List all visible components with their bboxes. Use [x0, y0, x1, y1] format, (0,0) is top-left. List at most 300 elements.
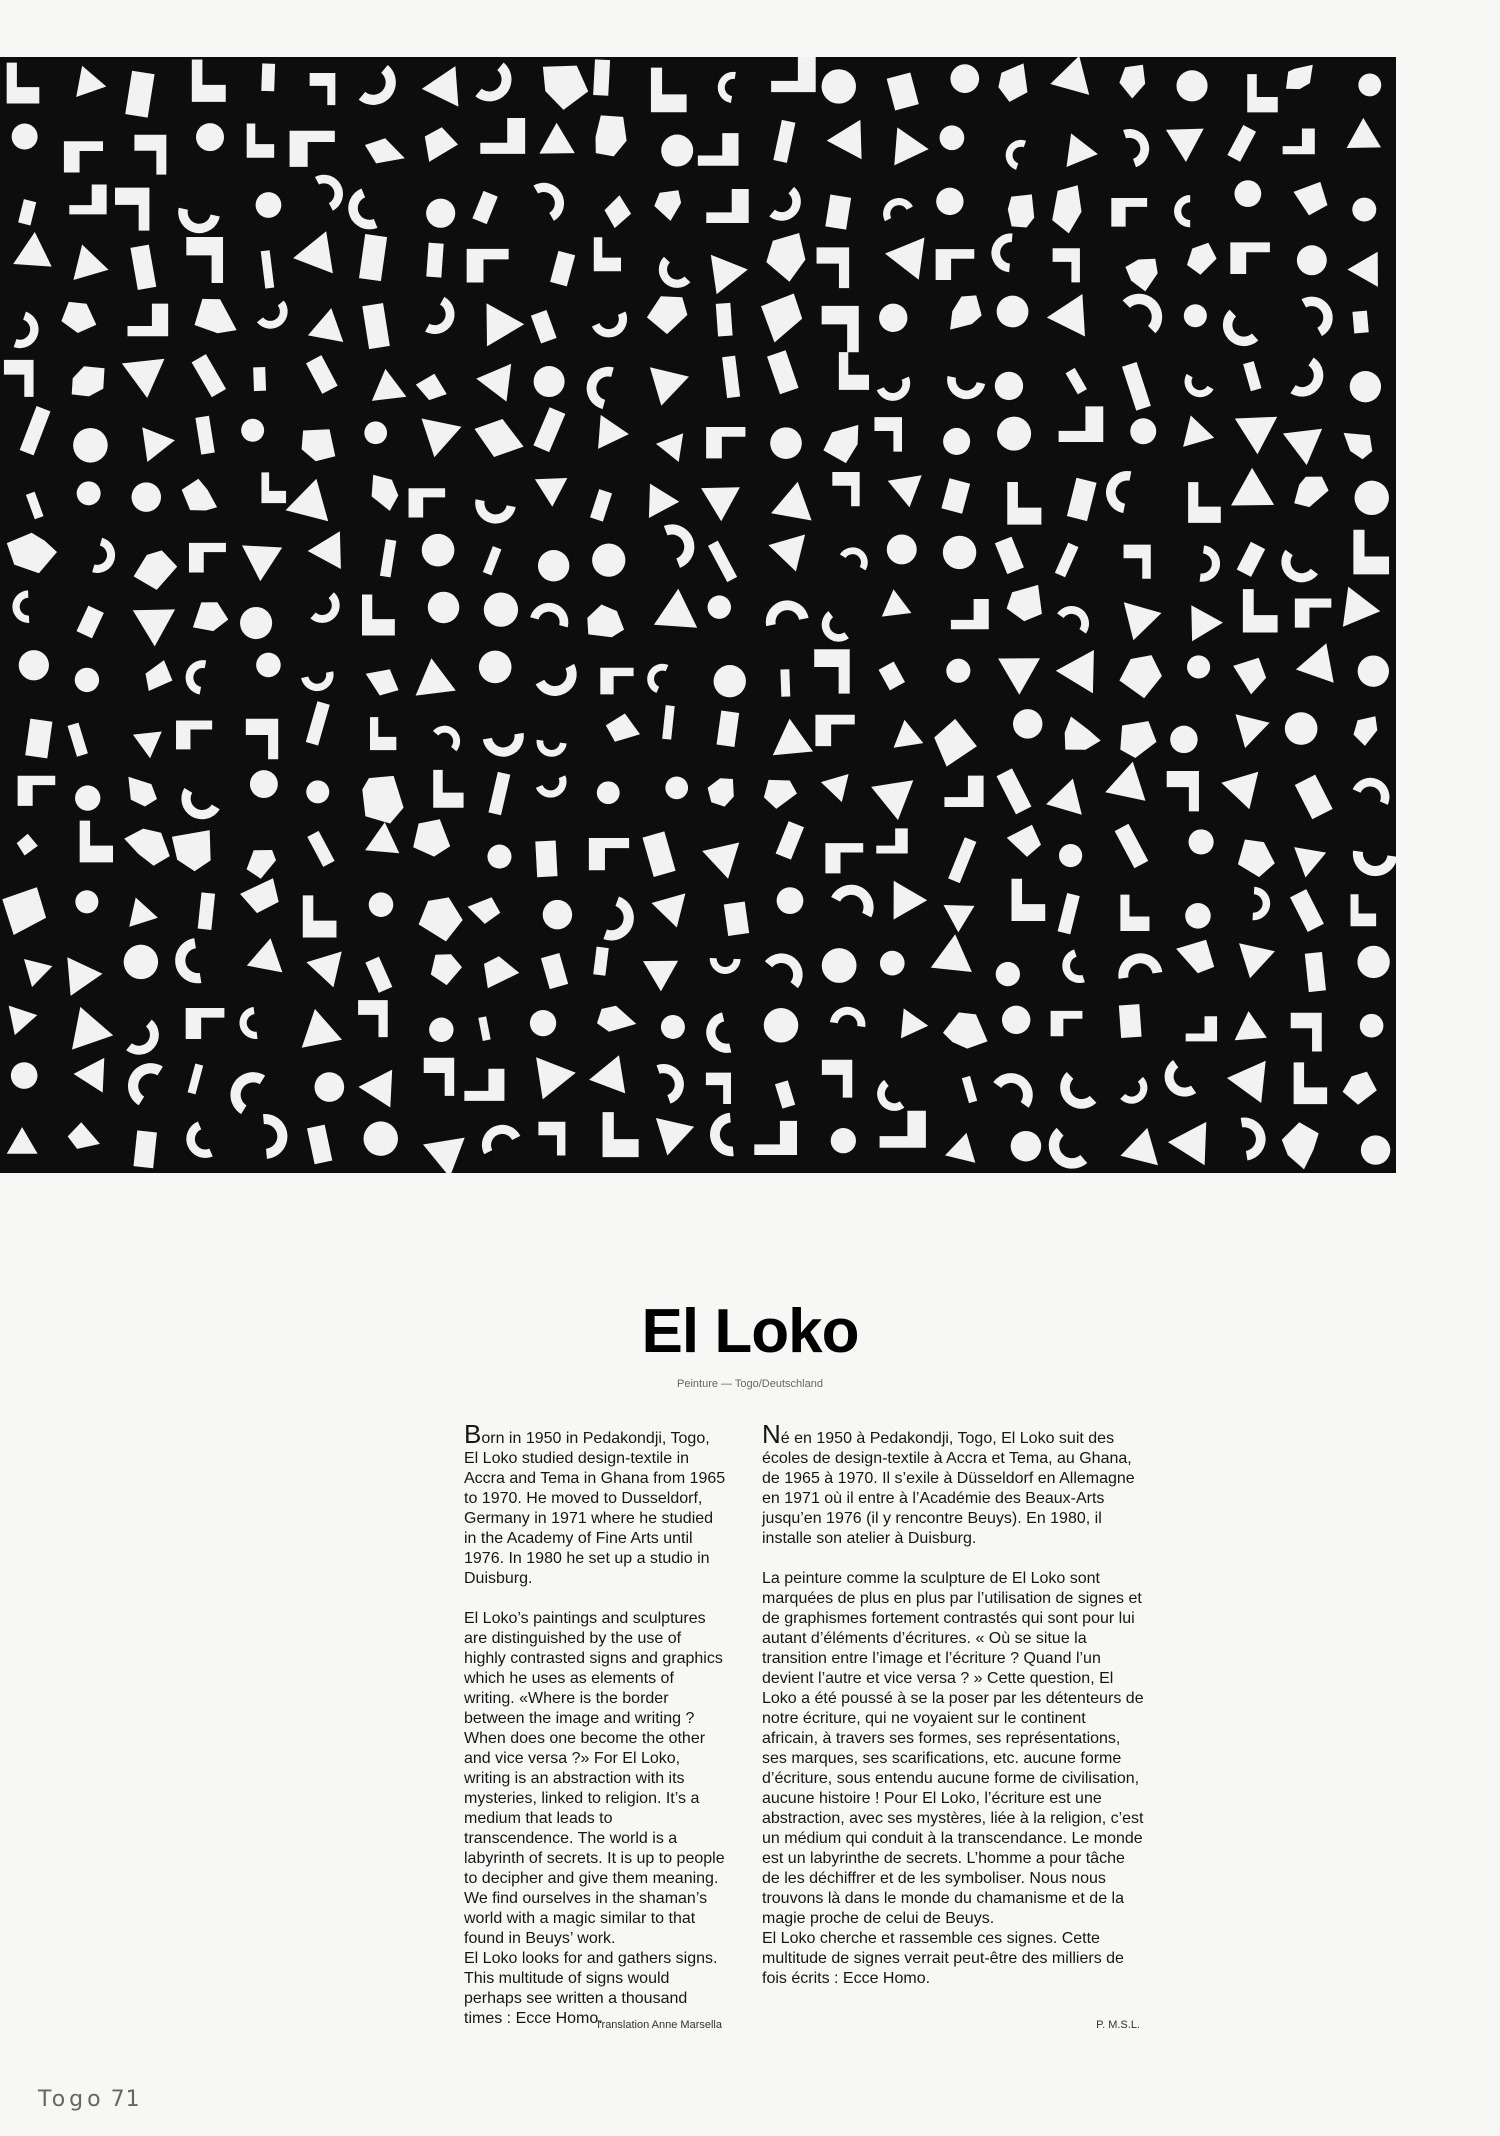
sign-glyph — [193, 602, 228, 631]
sign-glyph — [830, 1004, 868, 1027]
sign-glyph — [247, 123, 274, 157]
sign-glyph — [1360, 1014, 1384, 1038]
sign-glyph — [1167, 771, 1199, 811]
sign-glyph — [651, 257, 690, 296]
sign-glyph — [771, 57, 816, 92]
footer-section: Togo — [38, 2087, 105, 2112]
sign-glyph — [424, 1058, 454, 1096]
sign-glyph — [878, 192, 913, 221]
sign-glyph — [362, 303, 390, 349]
sign-glyph — [359, 234, 387, 281]
sign-glyph — [1105, 762, 1145, 801]
sign-glyph — [315, 168, 350, 211]
sign-glyph — [302, 1009, 342, 1048]
sign-glyph — [997, 296, 1029, 328]
sign-glyph — [74, 1058, 105, 1093]
sign-glyph — [656, 1118, 694, 1156]
sign-glyph — [222, 1064, 265, 1114]
sign-glyph — [600, 668, 633, 695]
sign-glyph — [1183, 415, 1214, 447]
sign-glyph — [370, 717, 396, 750]
sign-glyph — [722, 356, 740, 398]
sign-glyph — [256, 192, 282, 218]
sign-glyph — [717, 710, 740, 747]
sign-glyph — [1301, 289, 1340, 336]
sign-glyph — [1227, 125, 1256, 162]
sign-glyph — [134, 135, 166, 175]
sign-glyph — [885, 238, 925, 280]
sign-glyph — [307, 831, 334, 867]
sign-glyph — [597, 1006, 636, 1032]
sign-glyph — [479, 651, 512, 684]
sign-glyph — [706, 1073, 731, 1104]
sign-glyph — [590, 489, 612, 521]
sign-glyph — [24, 959, 52, 987]
sign-glyph — [708, 1113, 733, 1158]
sign-glyph — [1051, 1011, 1083, 1036]
sign-glyph — [422, 534, 455, 567]
sign-glyph — [894, 127, 928, 165]
sign-glyph — [943, 536, 976, 569]
sign-glyph — [1184, 304, 1207, 327]
sign-glyph — [603, 1112, 639, 1157]
french-paragraph-3: El Loko cherche et rassemble ces signes. Cette multitude de signes verrait peut-être des milliers de fois écrits : Ecce Homo. — [762, 1930, 1124, 1987]
sign-glyph — [68, 723, 88, 757]
sign-glyph — [701, 487, 740, 521]
sign-glyph — [664, 518, 701, 568]
sign-glyph — [539, 123, 574, 154]
sign-glyph — [715, 70, 735, 103]
sign-glyph — [256, 653, 281, 678]
sign-glyph — [593, 947, 609, 976]
sign-glyph — [1168, 1122, 1206, 1165]
sign-glyph — [293, 231, 333, 273]
sign-glyph — [1361, 1135, 1390, 1164]
sign-glyph — [128, 777, 157, 807]
sign-glyph — [186, 1008, 225, 1039]
sign-glyph — [413, 819, 450, 856]
sign-glyph — [189, 543, 226, 573]
sign-glyph — [1233, 658, 1266, 695]
sign-glyph — [661, 135, 693, 167]
sign-glyph — [1234, 180, 1261, 207]
sign-glyph — [77, 481, 101, 505]
sign-glyph — [372, 475, 399, 511]
sign-glyph — [1011, 879, 1045, 921]
sign-glyph — [531, 310, 557, 344]
sign-glyph — [1176, 940, 1214, 974]
sign-glyph — [1120, 1128, 1158, 1165]
sign-glyph — [369, 892, 394, 917]
sign-glyph — [946, 659, 970, 683]
sign-glyph — [362, 776, 403, 824]
sign-glyph — [1007, 825, 1041, 857]
sign-glyph — [92, 538, 119, 578]
sign-glyph — [286, 479, 329, 522]
sign-glyph — [146, 660, 173, 691]
sign-glyph — [119, 1055, 162, 1106]
sign-glyph — [1056, 650, 1094, 693]
sign-glyph — [428, 592, 459, 623]
sign-glyph — [487, 845, 511, 869]
sign-glyph — [582, 362, 614, 409]
sign-glyph — [1294, 182, 1328, 216]
sign-glyph — [944, 905, 975, 932]
sign-glyph — [1295, 775, 1333, 820]
sign-glyph — [1065, 717, 1101, 750]
sign-glyph — [1120, 721, 1156, 758]
sign-glyph — [172, 830, 211, 871]
sign-glyph — [257, 301, 295, 336]
sign-glyph — [877, 377, 916, 407]
sign-glyph — [716, 303, 733, 337]
sign-glyph — [366, 669, 399, 695]
english-initial: B — [464, 1419, 482, 1449]
sign-glyph — [380, 539, 396, 577]
sign-glyph — [603, 896, 640, 946]
sign-glyph — [72, 366, 105, 396]
sign-glyph — [825, 843, 863, 873]
sign-glyph — [764, 1008, 798, 1042]
sign-glyph — [871, 780, 913, 820]
sign-glyph — [290, 131, 335, 167]
sign-glyph — [1221, 772, 1258, 810]
sign-glyph — [592, 544, 625, 577]
sign-glyph — [472, 499, 516, 527]
sign-glyph — [822, 1060, 852, 1098]
article-title: El Loko — [641, 1297, 859, 1366]
sign-glyph — [832, 472, 859, 506]
sign-glyph — [1120, 895, 1149, 931]
sign-glyph — [589, 1055, 625, 1093]
sign-glyph — [1187, 655, 1210, 678]
sign-glyph — [342, 188, 378, 235]
sign-glyph — [129, 898, 158, 927]
sign-glyph — [64, 141, 103, 172]
sign-glyph — [993, 1064, 1041, 1107]
artwork-canvas — [0, 57, 1396, 1173]
sign-glyph — [364, 1121, 398, 1155]
sign-glyph — [246, 719, 278, 759]
sign-glyph — [1227, 1061, 1266, 1103]
sign-glyph — [709, 958, 740, 974]
sign-glyph — [1120, 1077, 1154, 1110]
sign-glyph — [126, 1020, 167, 1063]
sign-glyph — [1282, 1122, 1319, 1169]
french-initial: N — [762, 1419, 781, 1449]
sign-glyph — [647, 296, 688, 334]
sign-glyph — [1283, 128, 1315, 154]
sign-glyph — [247, 938, 283, 972]
sign-glyph — [77, 606, 104, 639]
english-paragraph-2: El Loko’s paintings and sculptures are distinguished by the use of highly contrasted signs and graphics which he uses as elements of writing. «Where is the border between the image and writing ? When does one become the other and vice versa ?» For El Loko, writing is an abstraction with its mysteries, linked to religion. It’s a medium that leads to transcendence. The world is a labyrinth of secrets. It is up to people to decipher and give them meaning. We find ourselves in the shaman’s world with a magic similar to that found in Beuys’ work. — [464, 1610, 725, 1947]
sign-glyph — [1067, 478, 1097, 521]
sign-glyph — [475, 419, 524, 457]
sign-glyph — [769, 187, 808, 229]
sign-glyph — [825, 195, 851, 230]
sign-glyph — [605, 195, 632, 228]
sign-glyph — [761, 294, 802, 343]
sign-glyph — [1273, 550, 1318, 591]
sign-glyph — [888, 475, 922, 507]
sign-glyph — [1295, 598, 1331, 627]
sign-glyph — [821, 774, 849, 802]
sign-glyph — [665, 776, 688, 799]
sign-glyph — [1186, 1016, 1217, 1041]
sign-glyph — [997, 768, 1032, 814]
sign-glyph — [133, 609, 175, 646]
sign-glyph — [358, 1000, 388, 1037]
sign-glyph — [142, 427, 175, 462]
sign-glyph — [1297, 245, 1327, 275]
sign-glyph — [1055, 543, 1079, 578]
sign-glyph — [1241, 1114, 1269, 1160]
sign-glyph — [416, 374, 447, 400]
sign-glyph — [995, 372, 1023, 400]
sign-glyph — [247, 850, 276, 879]
sign-glyph — [1347, 118, 1381, 148]
sign-glyph — [948, 837, 976, 883]
sign-glyph — [1115, 824, 1149, 868]
sign-glyph — [656, 433, 683, 462]
sign-glyph — [1296, 643, 1334, 682]
sign-glyph — [1239, 943, 1275, 978]
sign-glyph — [1352, 198, 1376, 222]
sign-glyph — [1051, 1072, 1096, 1118]
sign-glyph — [115, 188, 149, 231]
sign-glyph — [1067, 133, 1098, 167]
sign-glyph — [592, 312, 633, 344]
sign-glyph — [777, 887, 804, 914]
sign-glyph — [876, 828, 907, 853]
article-subtitle: Peinture — Togo/Deutschland — [677, 1378, 823, 1390]
sign-glyph — [174, 788, 220, 827]
sign-glyph — [303, 895, 337, 937]
sign-glyph — [543, 66, 588, 110]
sign-glyph — [61, 302, 96, 333]
sign-glyph — [535, 478, 567, 507]
sign-glyph — [1231, 468, 1274, 506]
sign-glyph — [7, 533, 57, 574]
sign-glyph — [1185, 903, 1211, 929]
sign-glyph — [1170, 726, 1197, 753]
sign-glyph — [1291, 1013, 1322, 1052]
sign-glyph — [822, 69, 856, 103]
sign-glyph — [1124, 602, 1162, 640]
sign-glyph — [815, 611, 849, 648]
sign-glyph — [122, 359, 165, 398]
sign-glyph — [879, 662, 905, 691]
sign-glyph — [182, 479, 217, 511]
sign-glyph — [887, 72, 919, 110]
sign-glyph — [478, 1016, 490, 1041]
sign-glyph — [1050, 57, 1089, 95]
sign-glyph — [134, 550, 178, 590]
sign-glyph — [73, 245, 108, 281]
sign-glyph — [762, 597, 809, 626]
sign-glyph — [940, 125, 965, 150]
sign-glyph — [945, 1133, 975, 1163]
sign-glyph — [426, 243, 443, 278]
sign-glyph — [127, 304, 168, 337]
sign-glyph — [593, 59, 610, 95]
sign-glyph — [1344, 433, 1373, 459]
sign-glyph — [183, 657, 207, 694]
sign-glyph — [765, 945, 812, 988]
sign-glyph — [768, 535, 805, 572]
sign-glyph — [764, 780, 797, 809]
sign-glyph — [1351, 894, 1377, 926]
sign-glyph — [172, 938, 202, 986]
sign-glyph — [73, 428, 108, 463]
sign-glyph — [1243, 589, 1278, 632]
sign-glyph — [708, 778, 734, 806]
sign-glyph — [1046, 779, 1082, 815]
sign-glyph — [409, 488, 446, 517]
sign-glyph — [429, 1018, 453, 1042]
sign-glyph — [1011, 1131, 1042, 1162]
sign-glyph — [840, 542, 874, 571]
sign-glyph — [936, 188, 963, 215]
sign-glyph — [242, 545, 282, 581]
sign-glyph — [1350, 851, 1396, 879]
sign-glyph — [186, 237, 223, 283]
sign-glyph — [433, 770, 463, 808]
page-footer — [38, 2087, 141, 2112]
sign-glyph — [425, 297, 462, 341]
sign-glyph — [365, 822, 399, 853]
sign-glyph — [75, 668, 99, 692]
sign-glyph — [874, 417, 902, 451]
sign-glyph — [597, 781, 620, 804]
sign-glyph — [307, 1125, 332, 1165]
sign-glyph — [472, 191, 497, 224]
sign-glyph — [724, 902, 749, 936]
sign-glyph — [1002, 1006, 1030, 1034]
sign-glyph — [594, 237, 621, 271]
sign-glyph — [19, 650, 49, 680]
sign-glyph — [533, 407, 565, 452]
sign-glyph — [657, 1058, 690, 1103]
sign-glyph — [18, 776, 56, 806]
sign-glyph — [1130, 418, 1156, 444]
sign-glyph — [488, 772, 510, 815]
sign-glyph — [1352, 311, 1368, 334]
sign-glyph — [1166, 129, 1204, 162]
sign-glyph — [882, 589, 912, 616]
sign-glyph — [887, 534, 917, 564]
sign-glyph — [706, 189, 748, 223]
sign-glyph — [1350, 371, 1381, 402]
sign-glyph — [1057, 599, 1096, 634]
sign-glyph — [315, 1072, 345, 1102]
sign-glyph — [422, 419, 462, 458]
sign-glyph — [18, 199, 36, 225]
sign-glyph — [1357, 946, 1389, 978]
sign-glyph — [174, 208, 220, 237]
english-paragraph-1 — [464, 1419, 726, 1589]
sign-glyph — [1343, 1072, 1377, 1105]
sign-glyph — [643, 961, 678, 992]
sign-glyph — [67, 957, 102, 996]
sign-glyph — [534, 366, 565, 397]
sign-glyph — [1047, 294, 1085, 337]
sign-glyph — [587, 605, 624, 638]
sign-glyph — [75, 785, 100, 810]
sign-glyph — [302, 429, 336, 461]
sign-glyph — [483, 546, 502, 575]
sign-glyph — [1285, 712, 1318, 745]
sign-glyph — [822, 948, 857, 983]
sign-glyph — [1007, 482, 1041, 525]
sign-glyph — [9, 1006, 38, 1036]
sign-glyph — [1119, 655, 1162, 698]
french-paragraph-2: La peinture comme la sculpture de El Loko sont marquées de plus en plus par l’utilisation de signes et de graphismes fortement contrastés qui sont pour lui autant d’éléments d’écritures. « Où se situe la transition entre l’image et l’écriture ? Quand l’un devient l’autre et vice versa ? » Cette question, El Loko a été poussé à se la poser par les détenteurs de notre écriture, qui ne voyaient sur le continent africain, à travers ses formes, ses représentations, ses marques, ses scarifications, etc. aucune forme d’écriture, sous entendu aucune forme de civilisation, aucune histoire ! Pour El Loko, l’écriture est une abstraction, avec ses mystères, liée à la religion, c’est un médium qui conduit à la transcendance. Le monde est un labyrinthe de secrets. L’homme a pour tâche de les déchiffrer et de les symboliser. Nous nous trouvons là dans le monde du chamanisme et de la magie proche de celui de Beuys. — [762, 1570, 1144, 1927]
sign-glyph — [1200, 545, 1223, 583]
sign-glyph — [661, 1015, 685, 1039]
sign-glyph — [538, 1122, 565, 1156]
sign-glyph — [1174, 195, 1190, 227]
sign-glyph — [240, 607, 272, 639]
sign-glyph — [998, 63, 1027, 102]
sign-glyph — [1294, 847, 1326, 877]
sign-glyph — [1059, 406, 1104, 442]
sign-glyph — [1353, 530, 1389, 575]
sign-glyph — [17, 834, 38, 856]
sign-glyph — [253, 367, 266, 391]
sign-glyph — [1191, 605, 1223, 641]
sign-glyph — [419, 897, 463, 941]
sign-glyph — [1294, 477, 1328, 508]
sign-glyph — [7, 63, 40, 104]
sign-glyph — [708, 541, 737, 583]
sign-glyph — [950, 295, 982, 329]
sign-glyph — [362, 594, 395, 635]
sign-glyph — [814, 649, 849, 693]
sign-glyph — [880, 951, 905, 976]
sign-glyph — [1358, 74, 1381, 97]
sign-glyph — [476, 364, 511, 402]
sign-glyph — [261, 63, 275, 91]
sign-glyph — [767, 350, 798, 394]
sign-glyph — [192, 59, 226, 101]
sign-glyph — [12, 590, 29, 623]
sign-glyph — [431, 954, 462, 985]
sign-glyph — [990, 232, 1013, 272]
sign-glyph — [817, 247, 850, 288]
sign-glyph — [997, 417, 1031, 451]
sign-glyph — [550, 251, 575, 287]
sign-glyph — [870, 1080, 904, 1118]
sign-glyph — [1115, 950, 1162, 979]
sign-glyph — [263, 1112, 289, 1159]
sign-glyph — [130, 245, 156, 290]
sign-glyph — [68, 1122, 100, 1149]
sign-glyph — [308, 308, 343, 342]
artwork-sign-painting — [0, 57, 1396, 1173]
sign-glyph — [14, 312, 44, 354]
french-column — [762, 1419, 1145, 1989]
sign-glyph — [359, 65, 405, 114]
sign-glyph — [7, 1127, 38, 1154]
sign-glyph — [766, 233, 805, 282]
sign-glyph — [1188, 482, 1221, 523]
sign-glyph — [195, 299, 237, 333]
sign-glyph — [642, 831, 675, 877]
sign-glyph — [480, 118, 525, 154]
sign-glyph — [72, 1007, 113, 1050]
sign-glyph — [1102, 467, 1131, 513]
